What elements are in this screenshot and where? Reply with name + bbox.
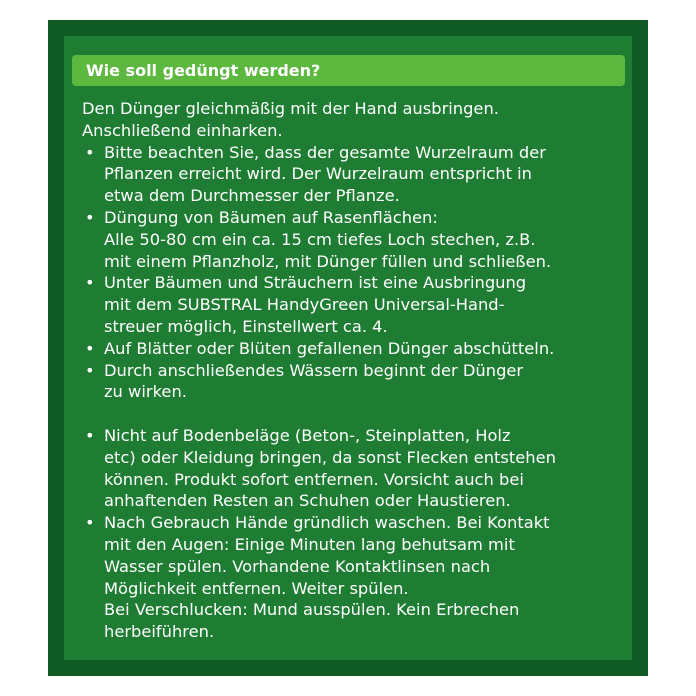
- application-tips-list: [82, 142, 627, 404]
- list-item-line: Möglichkeit entfernen. Weiter spülen.: [104, 578, 409, 598]
- list-item-line: Bei Verschlucken: Mund ausspülen. Kein Erbrechen: [104, 600, 520, 620]
- list-item: [82, 207, 627, 272]
- list-item: [82, 512, 627, 643]
- list-item-line: Unter Bäumen und Sträuchern ist eine Ausbringung: [104, 273, 527, 293]
- list-item-line: mit einem Pflanzholz, mit Dünger füllen und schließen.: [104, 251, 552, 271]
- list-item-line: können. Produkt sofort entfernen. Vorsicht auch bei: [104, 469, 524, 489]
- list-item-line: Alle 50-80 cm ein ca. 15 cm tiefes Loch stechen, z.B.: [104, 229, 536, 249]
- list-item-line: zu wirken.: [104, 382, 187, 402]
- list-item-line: Auf Blätter oder Blüten gefallenen Dünger abschütteln.: [104, 338, 555, 358]
- list-item-line: mit den Augen: Einige Minuten lang behutsam mit: [104, 534, 515, 554]
- list-item-line: Durch anschließendes Wässern beginnt der Dünger: [104, 360, 524, 380]
- intro-line: Den Dünger gleichmäßig mit der Hand ausbringen.: [82, 99, 499, 118]
- list-item: [82, 360, 627, 404]
- bullet-marker: •: [85, 513, 95, 533]
- list-item-line: streuer möglich, Einstellwert ca. 4.: [104, 316, 388, 336]
- bullet-marker: •: [85, 273, 95, 293]
- intro-line: Anschließend einharken.: [82, 120, 283, 140]
- list-item: [82, 425, 627, 512]
- list-item-line: Bitte beachten Sie, dass der gesamte Wurzelraum der: [104, 142, 546, 162]
- safety-notes-list: [82, 425, 627, 643]
- intro-paragraph: [82, 98, 627, 142]
- bullet-marker: •: [85, 142, 95, 162]
- list-item: [82, 272, 627, 337]
- list-item-line: etwa dem Durchmesser der Pflanze.: [104, 186, 400, 206]
- bullet-marker: •: [85, 425, 95, 445]
- list-item-line: mit dem SUBSTRAL HandyGreen Universal-Hand-: [104, 295, 505, 315]
- list-item-line: herbeiführen.: [104, 622, 215, 642]
- section-title: Wie soll gedüngt werden?: [86, 61, 321, 80]
- instructions-body: [82, 98, 627, 643]
- list-item: [82, 142, 627, 207]
- list-item-line: Nicht auf Bodenbeläge (Beton-, Steinplatten, Holz: [104, 425, 511, 445]
- list-item-line: Düngung von Bäumen auf Rasenflächen:: [104, 207, 438, 227]
- list-item-line: Pflanzen erreicht wird. Der Wurzelraum entspricht in: [104, 164, 532, 184]
- list-item: [82, 338, 627, 360]
- bullet-marker: •: [85, 338, 95, 358]
- bullet-marker: •: [85, 360, 95, 380]
- list-item-line: anhaftenden Resten an Schuhen oder Haustieren.: [104, 491, 511, 511]
- list-item-line: etc) oder Kleidung bringen, da sonst Flecken entstehen: [104, 447, 556, 467]
- spacer: [82, 403, 627, 425]
- list-item-line: Wasser spülen. Vorhandene Kontaktlinsen nach: [104, 556, 491, 576]
- list-item-line: Nach Gebrauch Hände gründlich waschen. Bei Kontakt: [104, 513, 550, 533]
- bullet-marker: •: [85, 207, 95, 227]
